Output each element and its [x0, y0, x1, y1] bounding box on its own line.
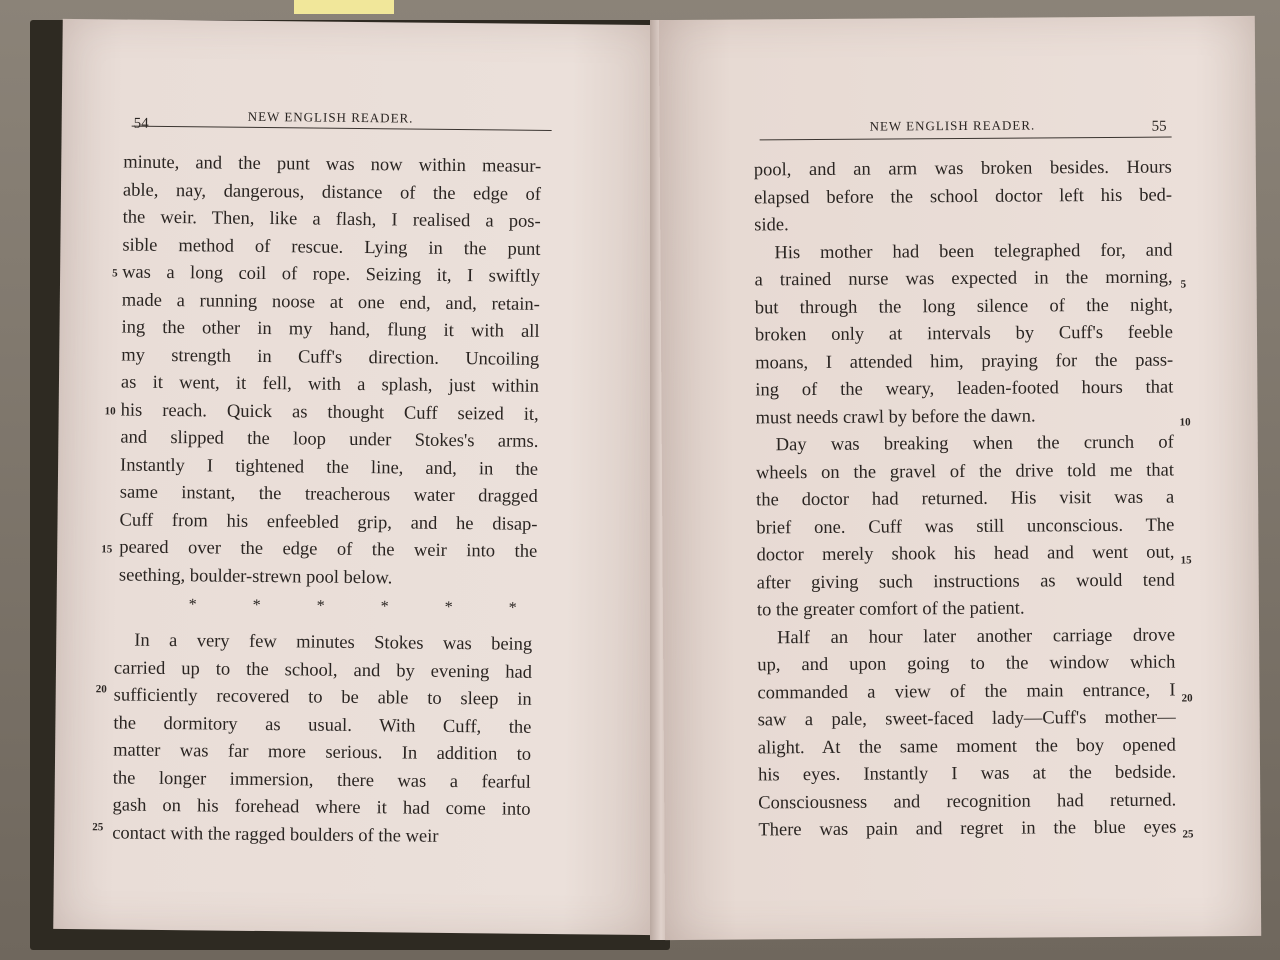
text-line: the longer immersion, there was a fearful — [112, 767, 531, 793]
line-number: 20 — [95, 683, 107, 696]
text-line: his reach. Quick as thought Cuff seized it, — [120, 400, 539, 425]
line-number: 10 — [104, 405, 116, 418]
text-line: able, nay, dangerous, distance of the edge of — [122, 180, 542, 205]
text-line: gash on his forehead where it had come into — [112, 795, 531, 820]
text-line: the weir. Then, like a flash, I realised a pos- — [122, 207, 541, 232]
left-page — [53, 19, 662, 935]
text-line: my strength in Cuff's direction. Uncoiling — [121, 345, 540, 370]
text-line: side. — [754, 215, 789, 236]
running-head: NEW ENGLISH READER. — [869, 117, 1036, 134]
text-line: matter was far more serious. In addition to — [113, 740, 532, 765]
line-number: 25 — [1182, 828, 1194, 841]
left-text-block-1 — [119, 150, 542, 594]
text-line: but through the long silence of the night, — [754, 295, 1173, 318]
text-line: alight. At the same moment the boy opened — [757, 734, 1176, 758]
page-number: 55 — [1151, 118, 1167, 135]
text-line: as it went, it fell, with a splash, just within — [120, 372, 540, 397]
text-line: peared over the edge of the weir into the — [119, 537, 538, 562]
right-text-block — [754, 155, 1177, 845]
text-line: same instant, the treacherous water dragged — [119, 482, 538, 507]
text-line: His mother had been telegraphed for, and — [774, 240, 1173, 263]
line-number: 15 — [1180, 554, 1192, 567]
text-line: must needs crawl by before the dawn. — [755, 405, 1036, 428]
text-line: sufficiently recovered to be able to sleep in — [113, 685, 532, 710]
line-number: 10 — [1179, 416, 1191, 429]
text-line: carried up to the school, and by evening had — [113, 657, 533, 683]
line-number: 20 — [1181, 692, 1193, 705]
text-line: wheels on the gravel of the drive told me that — [755, 460, 1175, 483]
page-number: 54 — [133, 115, 149, 132]
text-line: sible method of rescue. Lying in the punt — [122, 235, 541, 260]
line-number: 15 — [101, 543, 113, 556]
text-line: There was pain and regret in the blue eyes — [758, 817, 1177, 841]
text-line: and slipped the loop under Stokes's arms. — [120, 427, 539, 452]
text-line: up, and upon going to the window which — [757, 652, 1176, 676]
text-line: minute, and the punt was now within measur- — [123, 152, 542, 177]
text-line: Day was breaking when the crunch of — [775, 432, 1174, 456]
text-line: elapsed before the school doctor left his bed- — [753, 185, 1173, 208]
line-number: 5 — [1180, 278, 1187, 291]
text-line: to the greater comfort of the patient. — [756, 598, 1025, 621]
sticky-note-tab — [294, 0, 394, 14]
text-line: was a long coil of rope. Seizing it, I swiftly — [122, 262, 541, 287]
text-line: a trained nurse was expected in the morning, — [754, 267, 1173, 291]
text-line: doctor merely shook his head and went out, — [756, 542, 1175, 566]
line-number: 5 — [112, 267, 118, 280]
text-line: saw a pale, sweet-faced lady—Cuff's mother— — [757, 707, 1176, 731]
text-line: his eyes. Instantly I was at the bedside. — [758, 762, 1177, 786]
text-line: In a very few minutes Stokes was being — [134, 630, 533, 655]
text-line: ing of the weary, leaden-footed hours that — [755, 377, 1174, 401]
text-line: brief one. Cuff was still unconscious. The — [756, 515, 1175, 538]
text-line: ing the other in my hand, flung it with all — [121, 317, 540, 342]
running-head: NEW ENGLISH READER. — [247, 108, 414, 126]
text-line: broken only at intervals by Cuff's feeble — [754, 322, 1174, 346]
line-number: 25 — [92, 821, 104, 834]
text-line: the dormitory as usual. With Cuff, the — [113, 712, 532, 738]
text-line: pool, and an arm was broken besides. Hours — [753, 157, 1172, 181]
text-line: Instantly I tightened the line, and, in the — [120, 455, 539, 480]
header-rule — [760, 137, 1172, 141]
text-line: moans, I attended him, praying for the pass- — [755, 350, 1174, 373]
text-line: Half an hour later another carriage drove — [777, 625, 1176, 648]
text-line: contact with the ragged boulders of the weir — [112, 822, 439, 847]
left-text-block-2 — [112, 627, 532, 851]
text-line: after giving such instructions as would tend — [756, 570, 1175, 593]
text-line: Cuff from his enfeebled grip, and he disap- — [119, 510, 538, 535]
text-line: seething, boulder-strewn pool below. — [118, 565, 393, 588]
text-line: the doctor had returned. His visit was a — [756, 487, 1175, 511]
header-rule — [132, 126, 552, 131]
right-page — [659, 16, 1261, 940]
text-line: made a running noose at one end, and, retain- — [121, 290, 540, 315]
text-line: commanded a view of the main entrance, I — [757, 680, 1176, 703]
text-line: Consciousness and recognition had returned. — [758, 789, 1177, 813]
section-break: * * * * * * — [188, 596, 543, 617]
